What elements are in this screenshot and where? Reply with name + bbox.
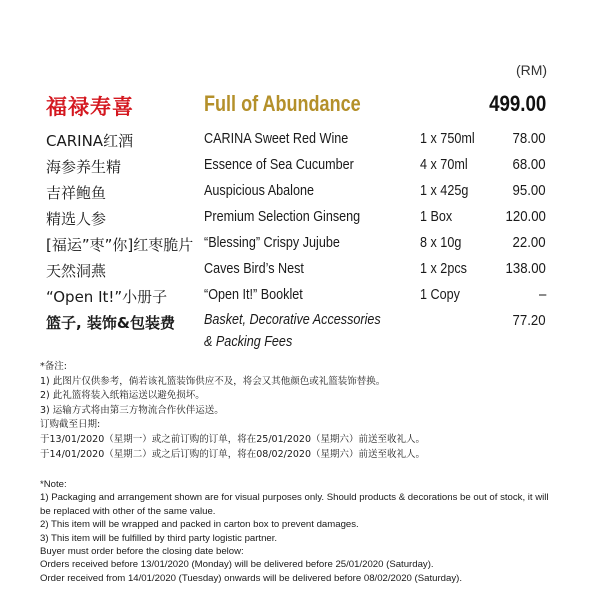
- item-english-name: [204, 309, 381, 353]
- note-line: 1) 此图片仅供参考，倘若该礼篮装饰供应不及，将会又其他颜色或礼篮装饰替换。: [40, 375, 386, 387]
- item-english-name: “Open It!” Booklet: [204, 286, 303, 303]
- currency-label: (RM): [516, 62, 548, 78]
- item-english-name: Essence of Sea Cucumber: [204, 156, 354, 173]
- note-line: 于13/01/2020（星期一）或之前订购的订单，将在25/01/2020（星期六）前送至收礼人。: [40, 433, 426, 445]
- note-line: *备注:: [40, 361, 67, 372]
- item-chinese-name: [福运”枣”你]红枣脆片: [46, 236, 194, 254]
- item-price: 120.00: [505, 208, 546, 225]
- list-item: [0, 260, 600, 286]
- item-chinese-name: 篮子, 装饰&包装费: [46, 314, 176, 332]
- item-quantity: 1 Box: [420, 208, 453, 225]
- note-line: Order received from 14/01/2020 (Tuesday) onwards will be delivered before 08/02/2020 (Saturday).: [40, 572, 462, 584]
- item-english-name: “Blessing” Crispy Jujube: [204, 234, 340, 251]
- item-list: [0, 130, 600, 358]
- note-line: 3) This item will be fulfilled by third party logistic partner.: [40, 532, 278, 544]
- item-price: –: [538, 286, 546, 303]
- package-english-title: Full of Abundance: [204, 91, 361, 116]
- item-quantity: 1 x 2pcs: [420, 260, 467, 277]
- note-line: 3) 运输方式将由第三方物流合作伙伴运送。: [40, 404, 224, 416]
- item-chinese-name: 吉祥鲍鱼: [46, 184, 107, 202]
- note-line: 于14/01/2020（星期二）或之后订购的订单，将在08/02/2020（星期六）前送至收礼人。: [40, 448, 426, 460]
- item-quantity: 8 x 10g: [420, 234, 462, 251]
- notes-english: [40, 478, 560, 585]
- item-english-name: CARINA Sweet Red Wine: [204, 130, 349, 147]
- item-chinese-name: “Open It!”小册子: [46, 288, 168, 306]
- list-item: [0, 208, 600, 234]
- item-english-name: Auspicious Abalone: [204, 182, 314, 199]
- note-line: 2) 此礼篮将装入纸箱运送以避免损坏。: [40, 390, 205, 402]
- note-line: 订购截至日期:: [40, 419, 101, 431]
- item-english-name: Premium Selection Ginseng: [204, 208, 361, 225]
- item-price: 68.00: [512, 156, 546, 173]
- item-english-name-line2: & Packing Fees: [204, 333, 293, 350]
- note-line: 2) This item will be wrapped and packed in carton box to prevent damages.: [40, 519, 359, 531]
- item-price: 77.20: [512, 312, 546, 329]
- package-header: [0, 88, 600, 120]
- package-chinese-title: 福禄寿喜: [46, 95, 134, 119]
- item-english-name-line1: Basket, Decorative Accessories: [204, 311, 381, 328]
- item-chinese-name: 天然洞燕: [46, 262, 107, 280]
- list-item: [0, 156, 600, 182]
- note-line: *Note:: [40, 479, 67, 490]
- item-chinese-name: 海参养生精: [46, 158, 122, 176]
- item-quantity: 4 x 70ml: [420, 156, 468, 173]
- package-price: 499.00: [488, 91, 546, 116]
- item-price: 95.00: [512, 182, 546, 199]
- item-quantity: 1 Copy: [420, 286, 460, 303]
- list-item: [0, 312, 600, 358]
- note-line: Orders received before 13/01/2020 (Monday) will be delivered before 25/01/2020 (Saturday).: [40, 559, 434, 571]
- list-item: [0, 130, 600, 156]
- item-price: 78.00: [512, 130, 546, 147]
- list-item: [0, 182, 600, 208]
- list-item: [0, 234, 600, 260]
- item-chinese-name: 精选人参: [46, 210, 107, 228]
- item-quantity: 1 x 750ml: [420, 130, 475, 147]
- item-english-name: Caves Bird’s Nest: [204, 260, 304, 277]
- item-chinese-name: CARINA红酒: [46, 132, 134, 150]
- item-price: 22.00: [512, 234, 546, 251]
- notes-chinese: [40, 360, 560, 462]
- item-quantity: 1 x 425g: [420, 182, 469, 199]
- note-line: 1) Packaging and arrangement shown are for visual purposes only. Should products & decorations be out of stock, it will be replaced with other of the same value.: [40, 492, 549, 517]
- item-price: 138.00: [505, 260, 546, 277]
- note-line: Buyer must order before the closing date below:: [40, 546, 244, 558]
